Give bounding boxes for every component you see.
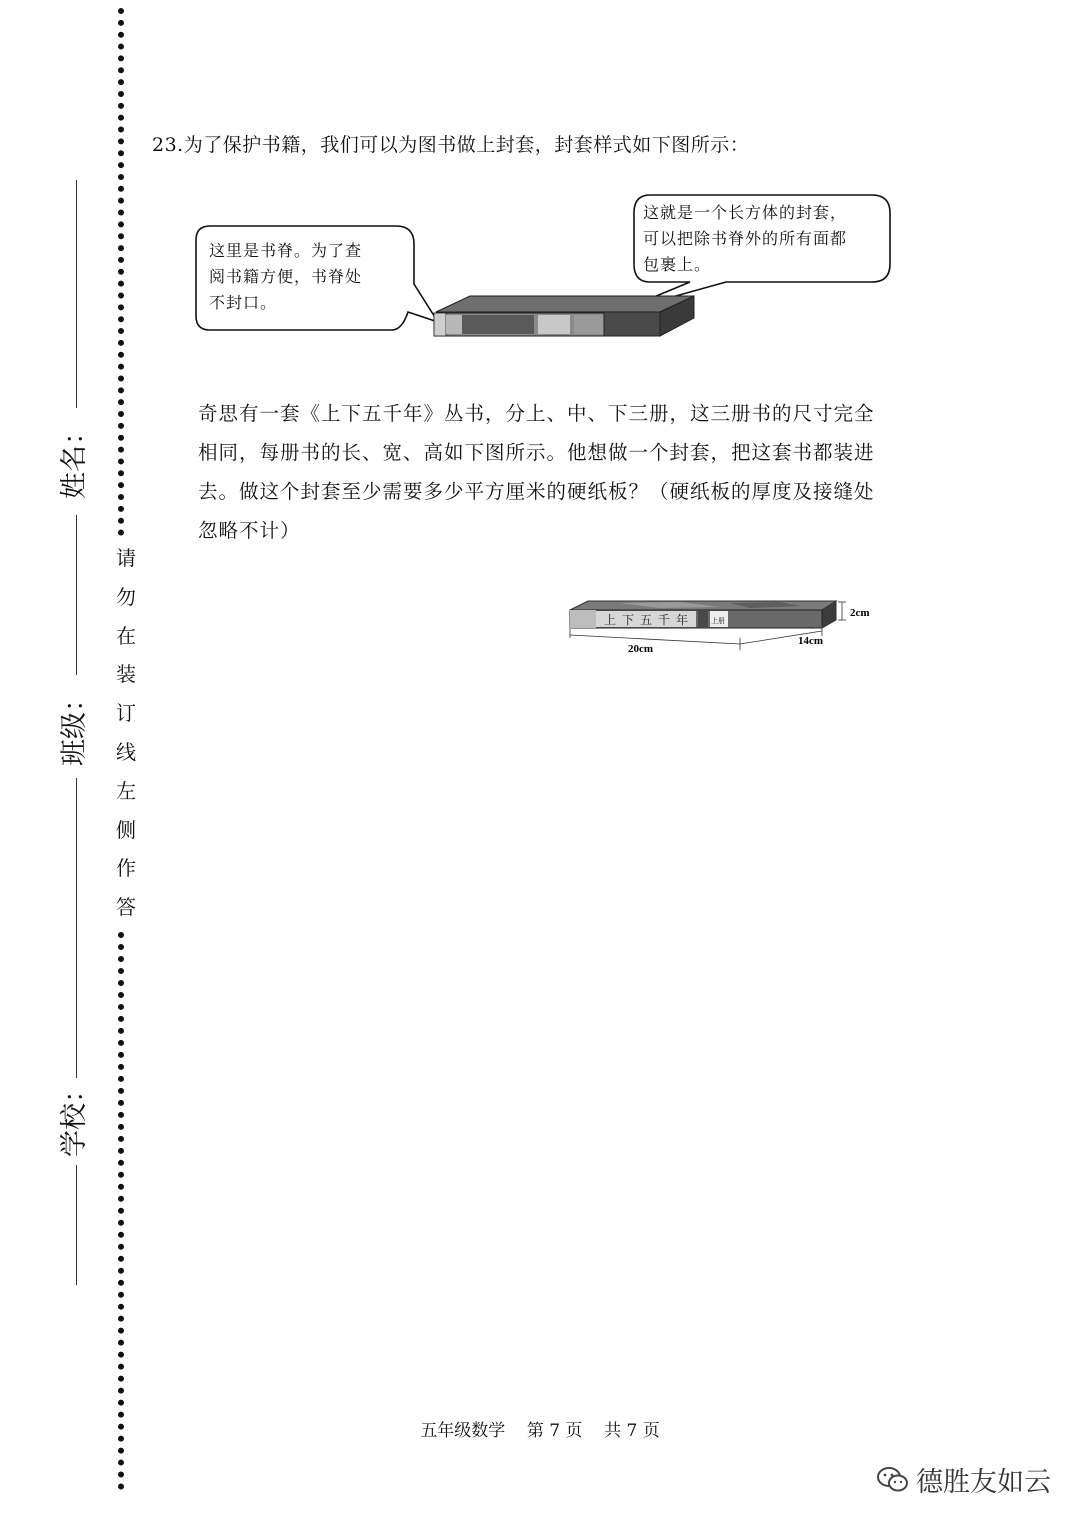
class-underline-lower — [76, 778, 77, 1078]
notice-char: 线 — [116, 740, 136, 764]
sleeve-front — [604, 312, 660, 336]
class-label: 班级： — [59, 685, 90, 766]
length-label: 20cm — [628, 643, 654, 655]
notice-char: 答 — [116, 895, 136, 920]
sleeve-illustration — [0, 0, 1080, 360]
notice-char: 请 — [116, 546, 136, 570]
class-underline — [76, 515, 77, 675]
notice-char: 勿 — [116, 584, 136, 609]
name-label: 姓名： — [59, 418, 90, 499]
right-bubble-text — [643, 200, 847, 278]
text-line: 相同，每册书的长、宽、高如下图所示。他想做一个封套，把这套书都装进 — [198, 441, 875, 464]
binding-dotted-line-bottom — [118, 932, 124, 1490]
text-line: 不封口。 — [209, 293, 278, 312]
text-line: 忽略不计） — [198, 519, 301, 542]
text-line: 阅书籍方便，书脊处 — [209, 267, 363, 286]
school-label: 学校： — [59, 1076, 90, 1157]
notice-char: 侧 — [116, 817, 136, 842]
notice-char: 订 — [116, 701, 136, 726]
school-underline — [76, 1165, 77, 1285]
page-footer: 五年级数学 第 7 页 共 7 页 — [420, 1421, 660, 1441]
text-line: 奇思有一套《上下五千年》丛书，分上、中、下三册，这三册书的尺寸完全 — [198, 402, 875, 425]
width-label: 14cm — [798, 635, 824, 647]
height-label: 2cm — [850, 607, 870, 619]
figure-spine-title: 上下五千年 — [604, 613, 695, 627]
figure-volume-label: 上册 — [711, 617, 725, 625]
book-dimension-figure — [560, 598, 880, 662]
notice-char: 作 — [116, 856, 136, 881]
notice-char: 装 — [116, 662, 136, 687]
notice-char: 左 — [116, 778, 136, 803]
problem-text — [198, 394, 924, 550]
text-line: 这就是一个长方体的封套， — [643, 203, 848, 222]
text-line: 可以把除书脊外的所有面都 — [643, 229, 848, 248]
left-bubble-text — [209, 238, 362, 316]
text-line: 去。做这个封套至少需要多少平方厘米的硬纸板？（硬纸板的厚度及接缝处 — [198, 480, 875, 503]
sleeve-top — [436, 296, 694, 312]
question-title: 23.为了保护书籍，我们可以为图书做上封套，封套样式如下图所示： — [152, 134, 750, 156]
wechat-icon — [876, 1465, 910, 1495]
watermark — [876, 1460, 1051, 1499]
text-line: 包裹上。 — [643, 255, 712, 274]
watermark-text: 德胜友如云 — [916, 1467, 1051, 1498]
text-line: 这里是书脊。为了查 — [209, 241, 363, 260]
notice-char: 在 — [116, 623, 136, 648]
